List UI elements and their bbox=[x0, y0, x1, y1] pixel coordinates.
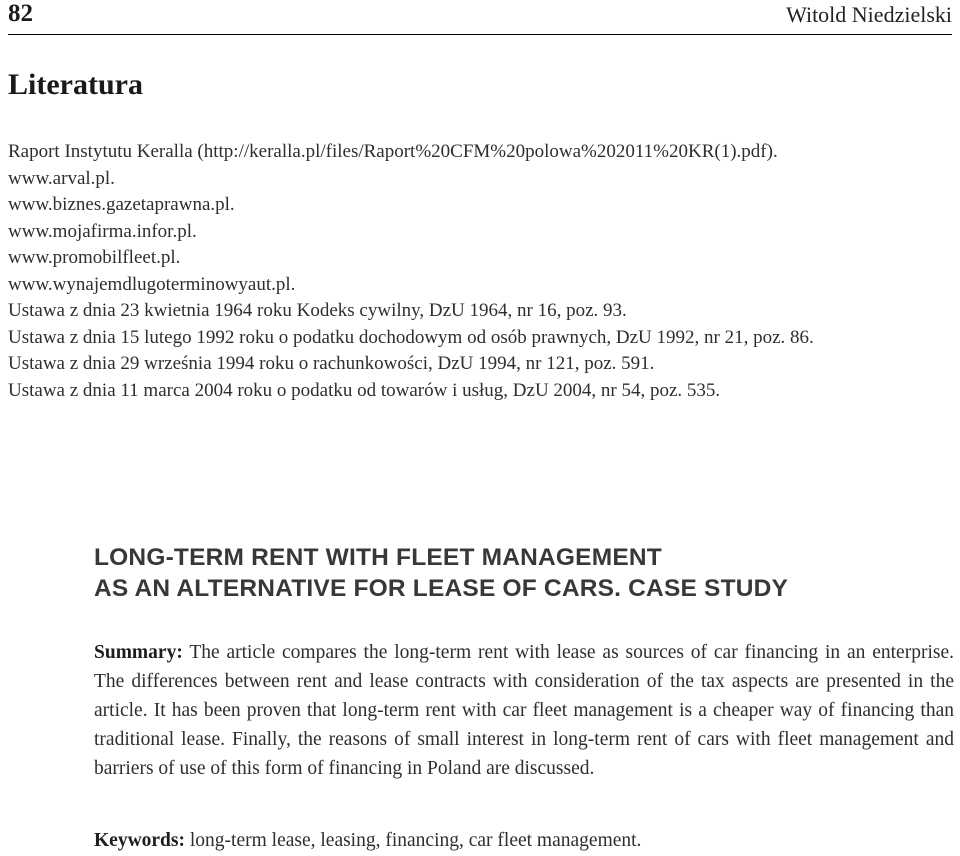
summary-paragraph bbox=[94, 638, 954, 783]
reference-list bbox=[8, 139, 954, 404]
keywords-label: Keywords: bbox=[94, 830, 185, 851]
page-number: 82 bbox=[8, 0, 33, 27]
reference-item: www.promobilfleet.pl. bbox=[8, 247, 181, 268]
running-header bbox=[8, 0, 952, 34]
header-rule bbox=[8, 34, 952, 35]
title-line-2: AS AN ALTERNATIVE FOR LEASE OF CARS. CASE STUDY bbox=[94, 575, 789, 602]
reference-item: www.mojafirma.infor.pl. bbox=[8, 220, 197, 242]
reference-item: Ustawa z dnia 15 lutego 1992 roku o podatku dochodowym od osób prawnych, DzU 1992, nr 21, poz. 86. bbox=[8, 326, 814, 348]
literature-heading: Literatura bbox=[8, 68, 143, 101]
summary-text: The article compares the long-term rent with lease as sources of car financing in an enterprise. The differences between rent and lease contracts with consideration of the tax aspects are presented in the article. It has been proven that long-term rent with car fleet management is a cheaper way of financing than traditional lease. Finally, the reasons of small interest in long-term rent of cars with fleet management and barriers of use of this form of financing in Poland are discussed. bbox=[94, 642, 954, 779]
running-header-author: Witold Niedzielski bbox=[786, 2, 952, 27]
title-line-1: LONG-TERM RENT WITH FLEET MANAGEMENT bbox=[94, 544, 662, 571]
reference-item: www.arval.pl. bbox=[8, 167, 115, 189]
summary-label: Summary: bbox=[94, 642, 183, 663]
reference-item: www.biznes.gazetaprawna.pl. bbox=[8, 194, 235, 215]
english-article-title bbox=[94, 542, 894, 604]
reference-item: www.wynajemdlugoterminowyaut.pl. bbox=[8, 273, 296, 295]
reference-item: Ustawa z dnia 23 kwietnia 1964 roku Kodeks cywilny, DzU 1964, nr 16, poz. 93. bbox=[8, 300, 627, 321]
keywords-text: long-term lease, leasing, financing, car fleet management. bbox=[189, 830, 642, 851]
reference-item: Ustawa z dnia 29 września 1994 roku o rachunkowości, DzU 1994, nr 121, poz. 591. bbox=[8, 353, 655, 374]
reference-item: Raport Instytutu Keralla (http://keralla.pl/files/Raport%20CFM%20polowa%202011%20KR(1).pdf). bbox=[8, 141, 778, 162]
keywords-paragraph bbox=[94, 826, 954, 855]
reference-item: Ustawa z dnia 11 marca 2004 roku o podatku od towarów i usług, DzU 2004, nr 54, poz. 535. bbox=[8, 379, 721, 401]
